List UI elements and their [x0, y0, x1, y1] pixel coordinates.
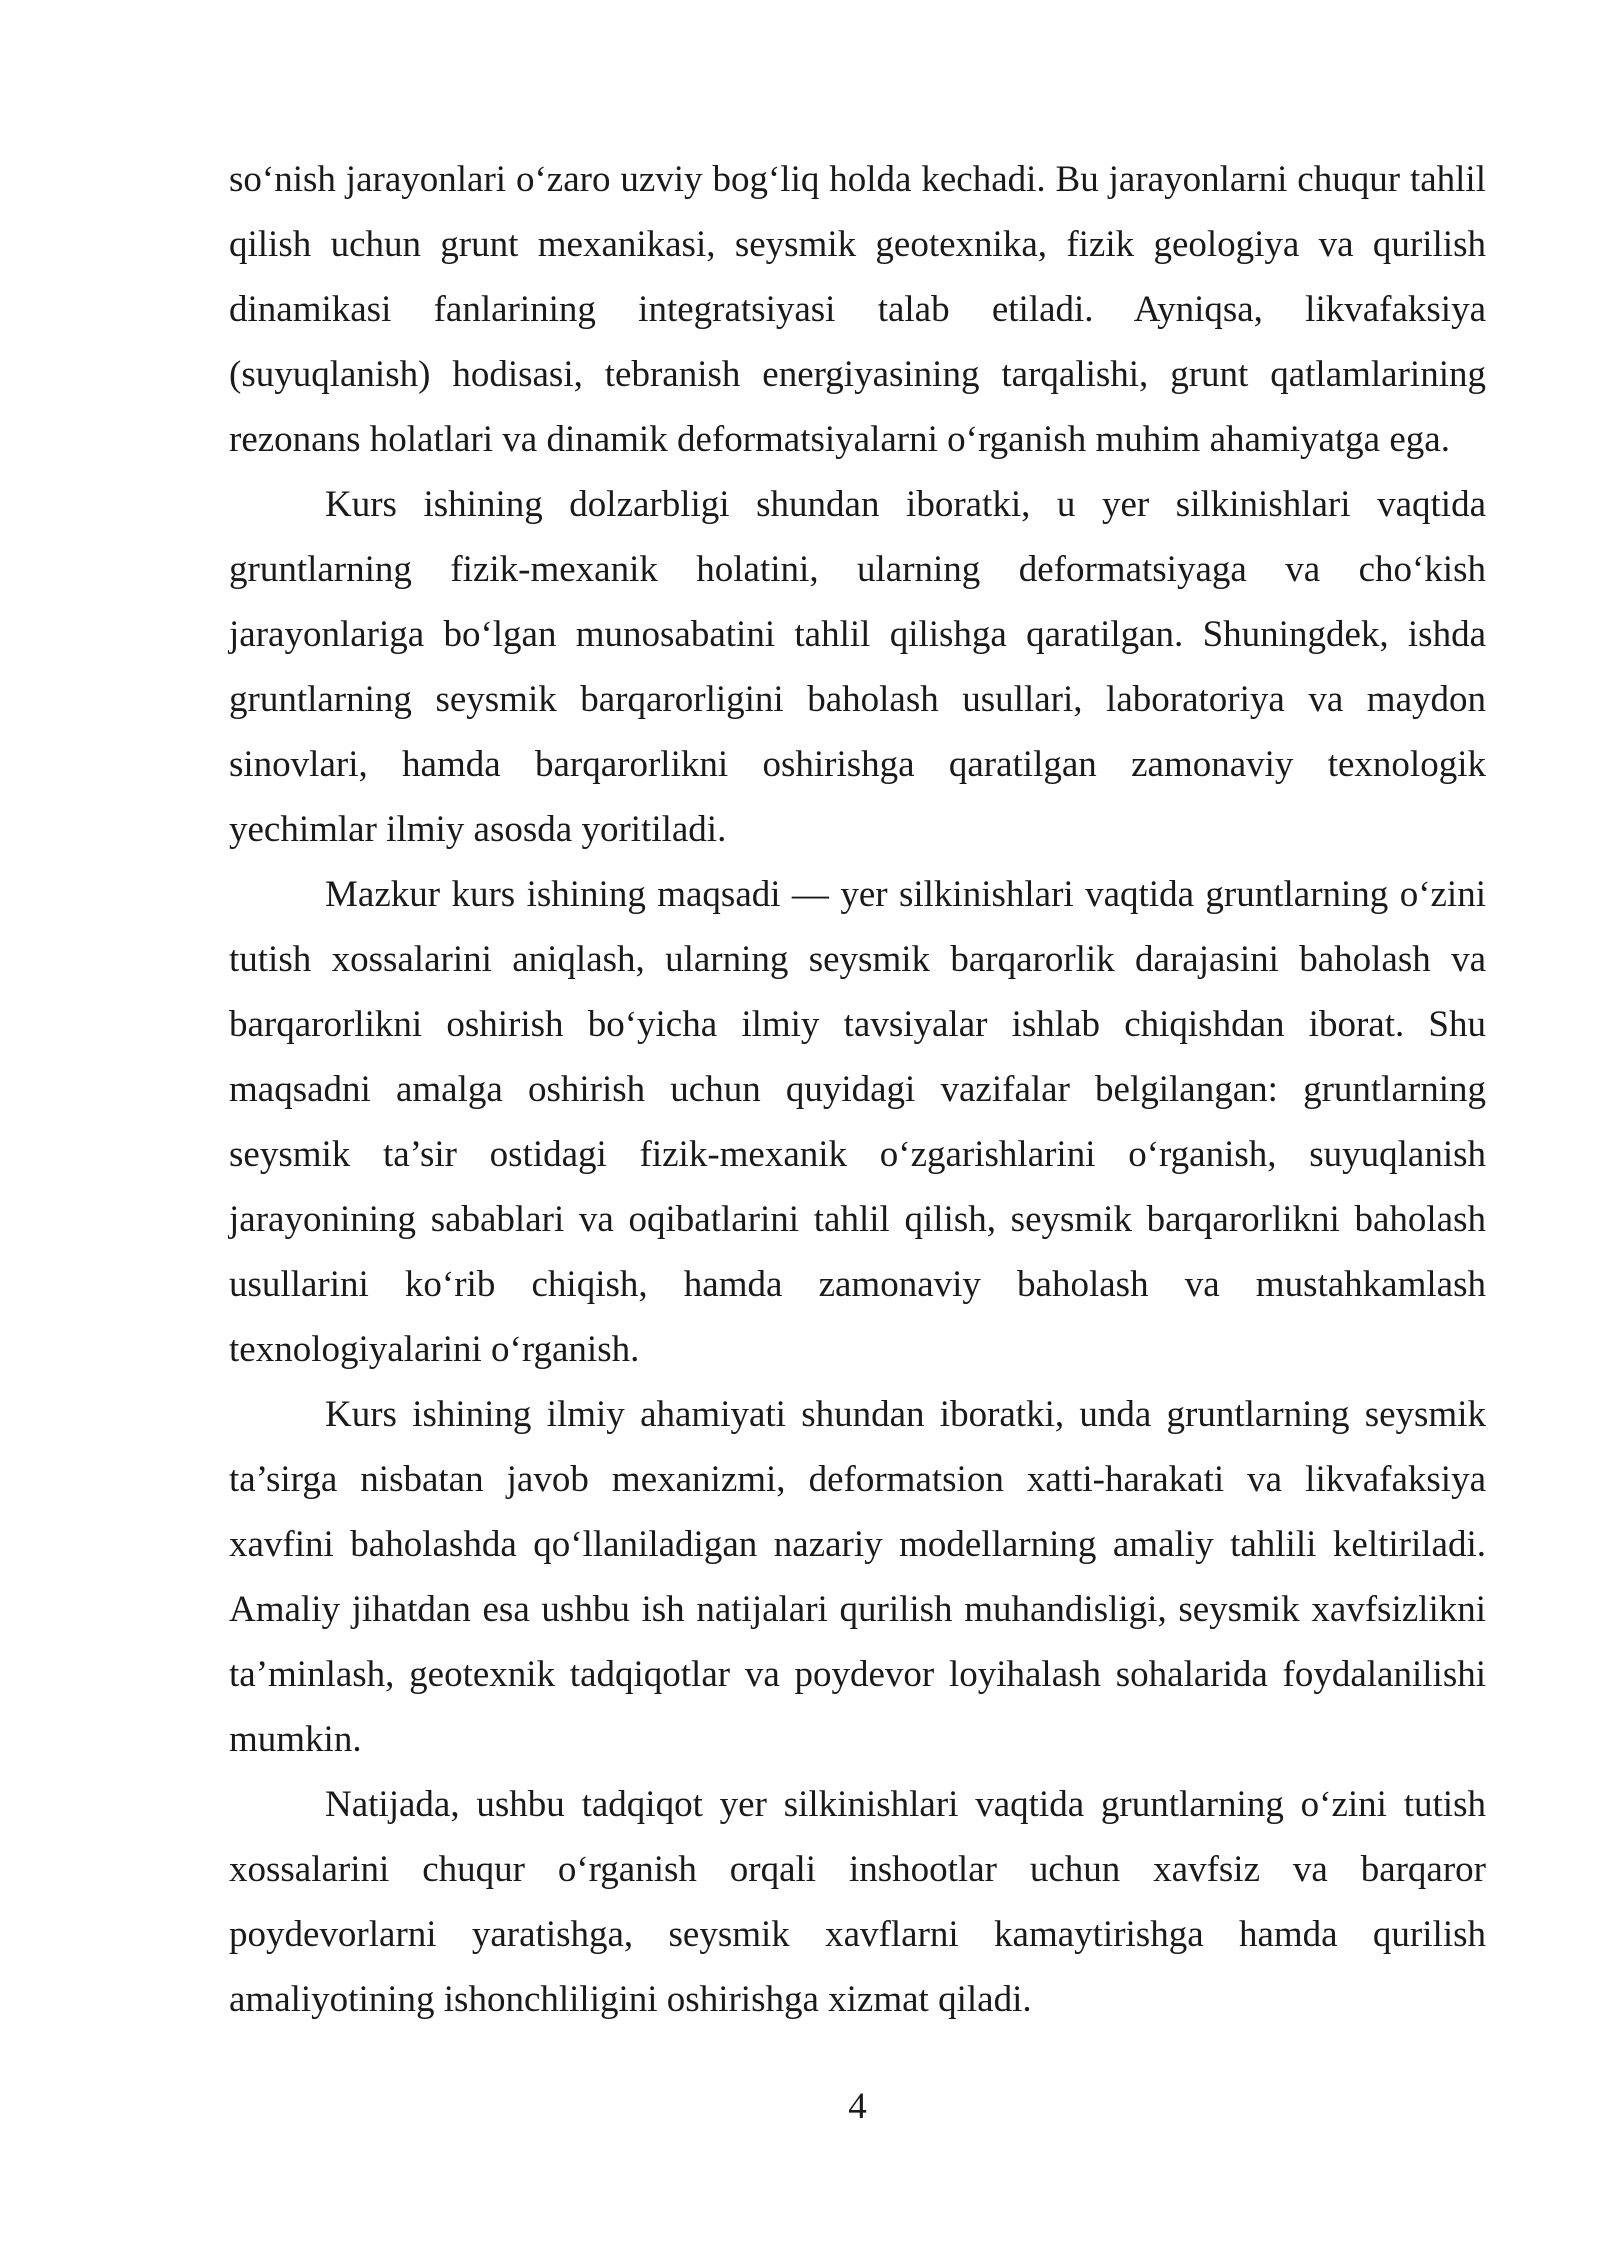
paragraph-significance: Kurs ishining ilmiy ahamiyati shundan iboratki, unda gruntlarning seysmik ta’sirga nisbatan javob mexanizmi, deformatsion xatti-harakati va likvafaksiya xavfini baholashda qo‘llaniladigan nazariy modellarning amaliy tahlili keltiriladi. Amaliy jihatdan esa ushbu ish natijalari qurilish muhandisligi, seysmik xavfsizlikni ta’minlash, geotexnik tadqiqotlar va poydevor loyihalash sohalarida foydalanilishi mumkin. — [229, 1394, 1486, 1760]
body-text — [229, 147, 1486, 2032]
page-number: 4 — [848, 2086, 867, 2127]
paragraph-goal: Mazkur kurs ishining maqsadi — yer silkinishlari vaqtida gruntlarning o‘zini tutish xossalarini aniqlash, ularning seysmik barqarorlik darajasini baholash va barqarorlikni oshirish bo‘yicha ilmiy tavsiyalar ishlab chiqishdan iborat. Shu maqsadni amalga oshirish uchun quyidagi vazifalar belgilangan: gruntlarning seysmik ta’sir ostidagi fizik-mexanik o‘zgarishlarini o‘rganish, suyuqlanish jarayonining sabablari va oqibatlarini tahlil qilish, seysmik barqarorlikni baholash usullarini ko‘rib chiqish, hamda zamonaviy baholash va mustahkamlash texnologiyalarini o‘rganish. — [229, 874, 1486, 1370]
paragraph-conclusion: Natijada, ushbu tadqiqot yer silkinishlari vaqtida gruntlarning o‘zini tutish xossalarini chuqur o‘rganish orqali inshootlar uchun xavfsiz va barqaror poydevorlarni yaratishga, seysmik xavflarni kamaytirishga hamda qurilish amaliyotining ishonchliligini oshirishga xizmat qiladi. — [229, 1784, 1486, 2020]
paragraph-relevance: Kurs ishining dolzarbligi shundan iboratki, u yer silkinishlari vaqtida gruntlarning fizik-mexanik holatini, ularning deformatsiyaga va cho‘kish jarayonlariga bo‘lgan munosabatini tahlil qilishga qaratilgan. Shuningdek, ishda gruntlarning seysmik barqarorligini baholash usullari, laboratoriya va maydon sinovlari, hamda barqarorlikni oshirishga qaratilgan zamonaviy texnologik yechimlar ilmiy asosda yoritiladi. — [229, 484, 1486, 850]
paragraph-continuation: so‘nish jarayonlari o‘zaro uzviy bog‘liq holda kechadi. Bu jarayonlarni chuqur tahlil qilish uchun grunt mexanikasi, seysmik geotexnika, fizik geologiya va qurilish dinamikasi fanlarining integratsiyasi talab etiladi. Ayniqsa, likvafaksiya (suyuqlanish) hodisasi, tebranish energiyasining tarqalishi, grunt qatlamlarining rezonans holatlari va dinamik deformatsiyalarni o‘rganish muhim ahamiyatga ega. — [229, 159, 1486, 460]
